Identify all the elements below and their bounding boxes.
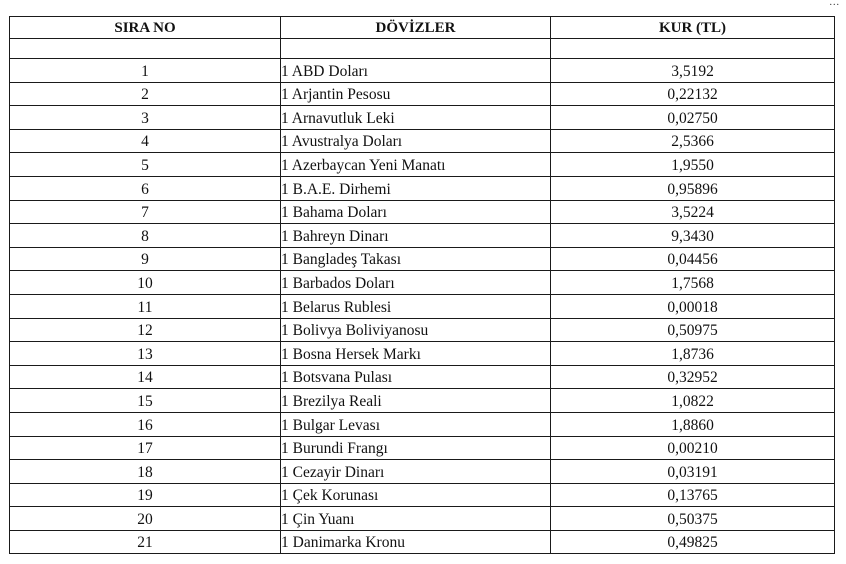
table-row [10, 82, 835, 106]
currency-name-cell: 1 Arnavutluk Leki [281, 106, 551, 130]
rate-cell: 1,7568 [551, 271, 835, 295]
sira-no-cell: 4 [10, 129, 281, 153]
table-row [10, 129, 835, 153]
sira-no-cell: 2 [10, 82, 281, 106]
currency-name-cell: 1 Brezilya Reali [281, 389, 551, 413]
currency-name-cell: 1 ABD Doları [281, 59, 551, 83]
sira-no-cell: 11 [10, 294, 281, 318]
header-row [10, 17, 835, 39]
table-row [10, 507, 835, 531]
rate-cell: 0,49825 [551, 530, 835, 554]
table-row [10, 530, 835, 554]
table-row [10, 59, 835, 83]
empty-row [10, 39, 835, 59]
currency-name-cell: 1 Avustralya Doları [281, 129, 551, 153]
sira-no-cell: 9 [10, 247, 281, 271]
sira-no-cell: 17 [10, 436, 281, 460]
table-row [10, 460, 835, 484]
table-row [10, 483, 835, 507]
table-row [10, 224, 835, 248]
page-corner-mark: ... [829, 0, 840, 8]
rate-cell: 1,8860 [551, 412, 835, 436]
currency-name-cell: 1 Botsvana Pulası [281, 365, 551, 389]
currency-name-cell: 1 Çek Korunası [281, 483, 551, 507]
rate-cell: 1,0822 [551, 389, 835, 413]
currency-name-cell: 1 Cezayir Dinarı [281, 460, 551, 484]
header-sira-no: SIRA NO [10, 17, 281, 39]
sira-no-cell: 18 [10, 460, 281, 484]
sira-no-cell: 14 [10, 365, 281, 389]
currency-name-cell: 1 Danimarka Kronu [281, 530, 551, 554]
table-row [10, 318, 835, 342]
sira-no-cell: 5 [10, 153, 281, 177]
currency-name-cell: 1 Arjantin Pesosu [281, 82, 551, 106]
rate-cell: 9,3430 [551, 224, 835, 248]
sira-no-cell: 20 [10, 507, 281, 531]
table-row [10, 365, 835, 389]
sira-no-cell: 13 [10, 342, 281, 366]
header-kur: KUR (TL) [551, 17, 835, 39]
sira-no-cell: 6 [10, 176, 281, 200]
currency-name-cell: 1 Bulgar Levası [281, 412, 551, 436]
sira-no-cell: 12 [10, 318, 281, 342]
rate-cell: 0,50375 [551, 507, 835, 531]
sira-no-cell: 15 [10, 389, 281, 413]
sira-no-cell: 1 [10, 59, 281, 83]
rate-cell: 3,5192 [551, 59, 835, 83]
currency-name-cell: 1 Çin Yuanı [281, 507, 551, 531]
table-row [10, 389, 835, 413]
rate-cell: 0,00210 [551, 436, 835, 460]
table-row [10, 247, 835, 271]
header-dovizler: DÖVİZLER [281, 17, 551, 39]
exchange-rate-table [9, 16, 835, 554]
table-row [10, 436, 835, 460]
sira-no-cell: 21 [10, 530, 281, 554]
table-body [10, 39, 835, 554]
empty-cell [551, 39, 835, 59]
currency-name-cell: 1 Azerbaycan Yeni Manatı [281, 153, 551, 177]
currency-name-cell: 1 Belarus Rublesi [281, 294, 551, 318]
table-row [10, 106, 835, 130]
sira-no-cell: 7 [10, 200, 281, 224]
empty-cell [281, 39, 551, 59]
currency-name-cell: 1 Burundi Frangı [281, 436, 551, 460]
sira-no-cell: 8 [10, 224, 281, 248]
currency-name-cell: 1 Bangladeş Takası [281, 247, 551, 271]
rate-cell: 0,04456 [551, 247, 835, 271]
table-row [10, 176, 835, 200]
rate-cell: 0,95896 [551, 176, 835, 200]
currency-name-cell: 1 Bolivya Boliviyanosu [281, 318, 551, 342]
rate-cell: 1,8736 [551, 342, 835, 366]
currency-name-cell: 1 Bahreyn Dinarı [281, 224, 551, 248]
table-row [10, 412, 835, 436]
rate-cell: 0,50975 [551, 318, 835, 342]
empty-cell [10, 39, 281, 59]
sira-no-cell: 10 [10, 271, 281, 295]
rate-cell: 0,03191 [551, 460, 835, 484]
rate-cell: 2,5366 [551, 129, 835, 153]
rate-cell: 0,32952 [551, 365, 835, 389]
currency-name-cell: 1 B.A.E. Dirhemi [281, 176, 551, 200]
currency-name-cell: 1 Barbados Doları [281, 271, 551, 295]
currency-name-cell: 1 Bahama Doları [281, 200, 551, 224]
currency-name-cell: 1 Bosna Hersek Markı [281, 342, 551, 366]
sira-no-cell: 3 [10, 106, 281, 130]
rate-cell: 0,02750 [551, 106, 835, 130]
sira-no-cell: 16 [10, 412, 281, 436]
rate-cell: 1,9550 [551, 153, 835, 177]
table-row [10, 294, 835, 318]
rate-cell: 3,5224 [551, 200, 835, 224]
rate-cell: 0,00018 [551, 294, 835, 318]
sira-no-cell: 19 [10, 483, 281, 507]
rate-cell: 0,22132 [551, 82, 835, 106]
table-row [10, 200, 835, 224]
rate-cell: 0,13765 [551, 483, 835, 507]
table-row [10, 342, 835, 366]
table-row [10, 271, 835, 295]
table-row [10, 153, 835, 177]
